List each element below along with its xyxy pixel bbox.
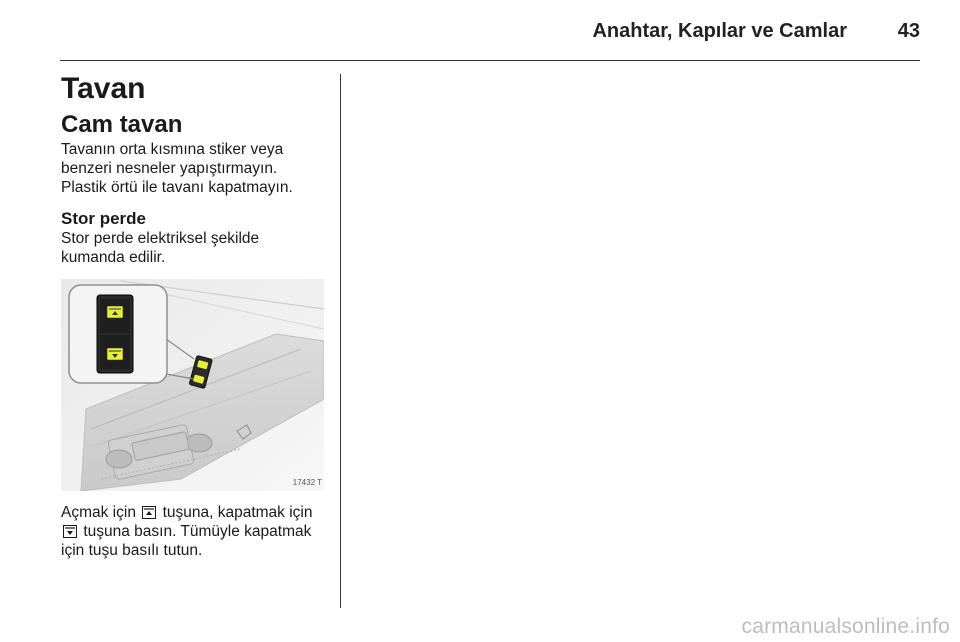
blind-close-icon [107,348,123,360]
blind-open-icon [107,306,123,318]
paragraph-line: benzeri nesneler yapıştırmayın. [61,160,278,177]
blind-open-icon [142,506,156,519]
blind-instructions-paragraph [61,503,331,560]
roof-console-illustration [61,279,324,491]
paragraph-line: Tavanın orta kısmına stiker veya [61,141,284,158]
figure-label: 17432 T [292,478,322,487]
instruction-text: için tuşu basılı tutun. [61,542,203,559]
column-divider [340,74,341,608]
left-column [61,70,331,267]
roof-console-drawing [61,279,324,491]
section-title: Tavan [61,72,146,105]
paragraph-line: kumanda edilir. [61,249,166,266]
subsection-title: Cam tavan [61,111,183,138]
instruction-text: tuşuna basın. Tümüyle kapatmak [83,523,312,540]
stor-perde-title: Stor perde [61,209,147,228]
header-title: Anahtar, Kapılar ve Camlar [592,20,847,42]
cam-tavan-paragraph [61,140,331,197]
instruction-text: Açmak için [61,504,136,521]
header-rule [60,60,920,61]
instruction-text: tuşuna, kapatmak için [162,504,313,521]
blind-close-icon [63,525,77,538]
page-number: 43 [897,20,920,42]
watermark: carmanualsonline.info [741,615,950,638]
paragraph-line: Stor perde elektriksel şekilde [61,230,260,247]
paragraph-line: Plastik örtü ile tavanı kapatmayın. [61,179,293,196]
stor-perde-paragraph [61,229,331,267]
